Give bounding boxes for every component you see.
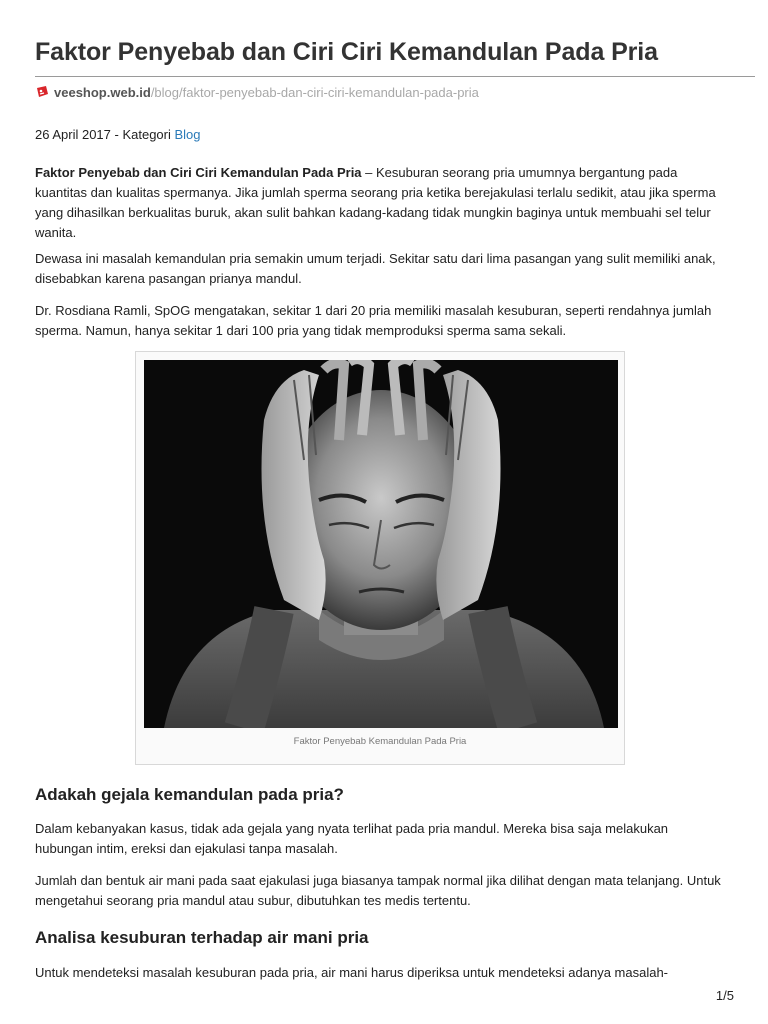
paragraph-5: Jumlah dan bentuk air mani pada saat ejakulasi juga biasanya tampak normal jika dilihat dengan mata telanjang. Untuk mengetahui seorang pria mandul atau subur, dibutuhkan tes medis tertentu. bbox=[35, 873, 721, 908]
paragraph-4: Dalam kebanyakan kasus, tidak ada gejala yang nyata terlihat pada pria mandul. Mereka bisa saja melakukan hubungan intim, ereksi dan ejakulasi tanpa masalah. bbox=[35, 821, 669, 856]
heading-analysis: Analisa kesuburan terhadap air mani pria bbox=[35, 928, 369, 947]
paragraph-6: Untuk mendeteksi masalah kesuburan pada pria, air mani harus diperiksa untuk mendeteksi adanya masalah- bbox=[35, 965, 669, 980]
source-path-link[interactable]: /blog/faktor-penyebab-dan-ciri-ciri-kemandulan-pada-pria bbox=[150, 85, 479, 100]
source-line bbox=[35, 85, 479, 102]
title-divider bbox=[35, 76, 755, 77]
heading-symptoms: Adakah gejala kemandulan pada pria? bbox=[35, 785, 344, 804]
paragraph-2: Dewasa ini masalah kemandulan pria semakin umum terjadi. Sekitar satu dari lima pasangan yang sulit memiliki anak, disebabkan karena pasangan prianya mandul. bbox=[35, 251, 716, 286]
category-link[interactable]: Blog bbox=[174, 127, 201, 142]
paragraph-3: Dr. Rosdiana Ramli, SpOG mengatakan, sekitar 1 dari 20 pria memiliki masalah kesuburan, seperti rendahnya jumlah sperma. Namun, hanya sekitar 1 dari 100 pria yang tidak memproduksi sperma sama sekali. bbox=[35, 303, 712, 338]
figure-caption: Faktor Penyebab Kemandulan Pada Pria bbox=[293, 736, 467, 747]
article-figure bbox=[135, 351, 625, 765]
intro-text: – Kesuburan seorang pria umumnya bergantung pada kuantitas dan kualitas spermanya. Jika jumlah sperma seorang pria ketika berejakulasi terlalu sedikit, atau jika sperma yang dihasilkan berkualitas buruk, akan sulit bahkan kadang-kadang tidak mungkin baginya untuk membuahi sel telur wanita. bbox=[35, 165, 716, 240]
man-holding-head-photo bbox=[144, 360, 618, 728]
intro-bold: Faktor Penyebab dan Ciri Ciri Kemandulan Pada Pria bbox=[35, 165, 362, 180]
article-title: Faktor Penyebab dan Ciri Ciri Kemandulan Pada Pria bbox=[35, 38, 658, 66]
page-number: 1/5 bbox=[715, 988, 734, 1003]
paragraph-intro bbox=[35, 163, 725, 243]
article-date: 26 April 2017 - Kategori bbox=[35, 127, 175, 142]
article-meta bbox=[35, 127, 201, 142]
source-domain-link[interactable]: veeshop.web.id bbox=[54, 85, 151, 100]
veeshop-icon bbox=[35, 85, 49, 102]
